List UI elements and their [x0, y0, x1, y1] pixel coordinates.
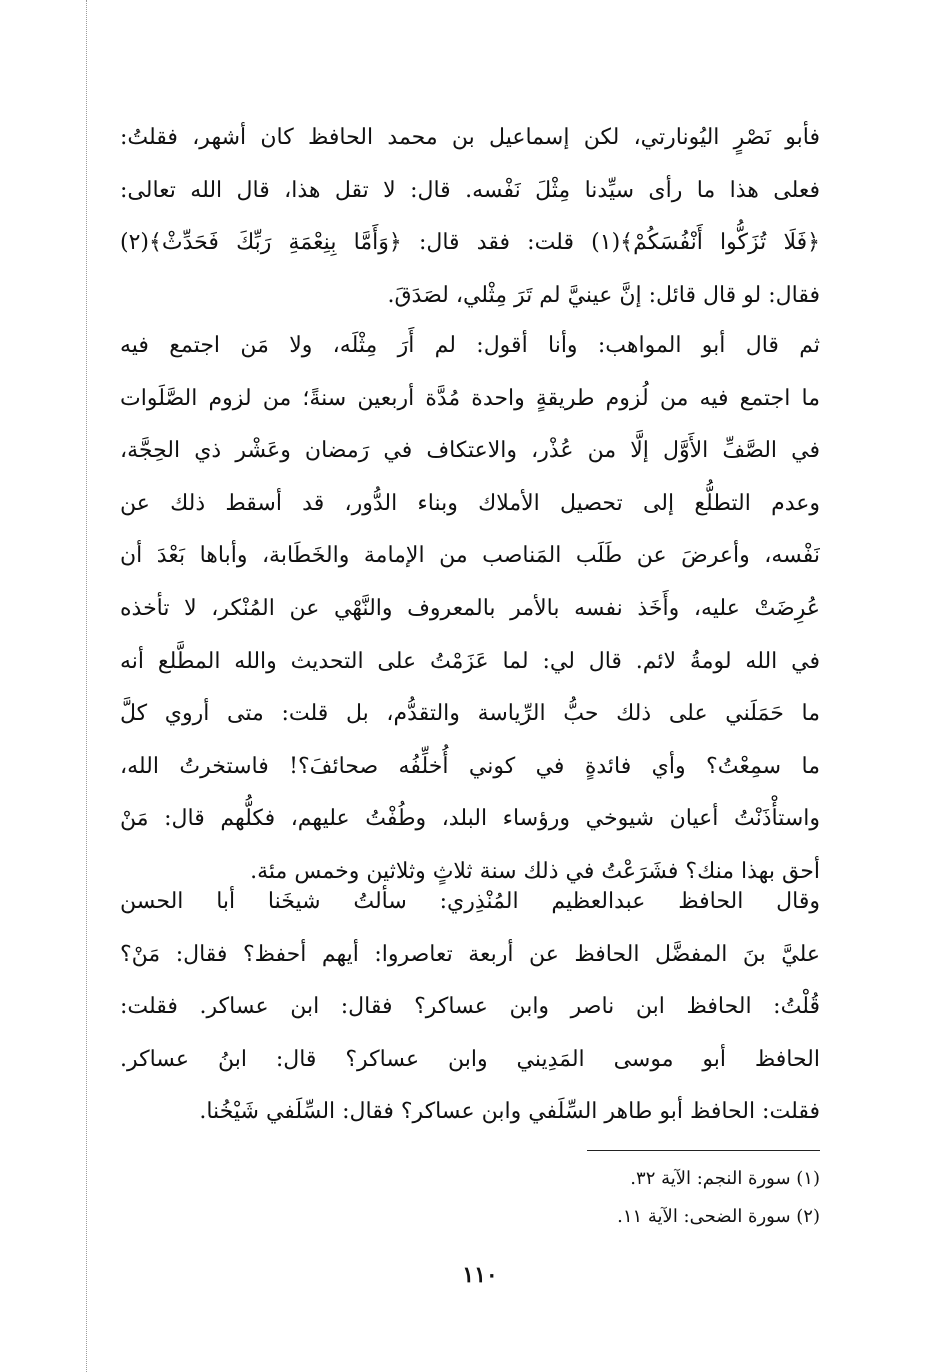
text-line: عليَّ بنَ المفضَّل الحافظ عن أربعة تعاصروا: أيهم أحفظ؟ فقال: مَنْ؟ — [120, 941, 820, 967]
text-line: فأبو نَصْرٍ اليُونارتي، لكن إسماعيل بن محمد الحافظ كان أشهر، فقلتُ: — [120, 125, 820, 150]
paragraph-1 — [120, 112, 820, 322]
text-line: ما حَمَلَني على ذلك حبُّ الرِّياسة والتقدُّم، بل قلت: متى أروي كلَّ — [120, 701, 820, 727]
text-line: في الله لومةُ لائم. قال لي: لما عَزَمْتُ على التحديث والله المطَّلع أنه — [120, 648, 820, 674]
text-line: ثم قال أبو المواهب: وأنا أقول: لم أَرَ مِثْلَه، ولا مَن اجتمع فيه — [120, 333, 820, 358]
text-line: وقال الحافظ عبدالعظيم المُنْذِري: سألتُ شيخَنا أبا الحسن — [120, 889, 820, 914]
paragraph-2 — [120, 320, 820, 899]
footnote-separator — [587, 1150, 820, 1151]
text-line: وعدم التطلُّع إلى تحصيل الأملاك وبناء الدُّور، قد أسقط ذلك عن — [120, 490, 820, 516]
text-line: فعلى هذا ما رأى سيِّدنا مِثْلَ نَفْسه. قال: لا تقل هذا، قال الله تعالى: — [120, 177, 820, 203]
footnote-1: (١) سورة النجم: الآية ٣٢. — [630, 1168, 820, 1189]
margin-dotted-line — [86, 0, 87, 1372]
text-line: واستأْذَنْتُ أعيان شيوخي ورؤساء البلد، وطُفْتُ عليهم، فكلُّهم قال: مَنْ — [120, 806, 820, 832]
footnote-2: (٢) سورة الضحى: الآية ١١. — [617, 1206, 820, 1227]
text-line: فقال: لو قال قائل: إنَّ عينيَّ لم تَرَ مِثْلي، لصَدَقَ. — [387, 282, 820, 308]
paragraph-3 — [120, 876, 820, 1139]
text-line: أحق بهذا منك؟ فشَرَعْتُ في ذلك سنة ثلاثٍ وثلاثين وخمس مئة. — [250, 858, 820, 884]
text-line: في الصَّفِّ الأَوَّل إلَّا من عُذْر، والاعتكاف في رَمضان وعَشْر ذي الحِجَّة، — [120, 438, 820, 464]
text-line: ما اجتمع فيه من لُزوم طريقةٍ واحدة مُدَّة أربعين سنةً؛ من لزوم الصَّلَوات — [120, 385, 820, 411]
footnotes — [420, 1160, 820, 1236]
text-line: عُرِضَتْ عليه، وأَخَذ نفسه بالأمر بالمعروف والنَّهْي عن المُنْكر، لا تأخذه — [120, 595, 820, 621]
text-line: ما سمِعْتُ؟ وأي فائدةٍ في كوني أُخلِّفُه صحائفَ؟! فاستخرتُ الله، — [120, 753, 820, 779]
text-line: الحافظ أبو موسى المَدِيني وابن عساكر؟ قال: ابنُ عساكر. — [120, 1046, 820, 1072]
text-line: قُلْتُ: الحافظ ابن ناصر وابن عساكر؟ فقال: ابن عساكر. فقلت: — [120, 994, 820, 1020]
text-line: ﴿فَلَا تُزَكُّوا أَنْفُسَكُمْ﴾(١) قلت: فقد قال: ﴿وَأَمَّا بِنِعْمَةِ رَبِّكَ فَحَدِّثْ﴾(٢) — [120, 230, 820, 256]
page-number: ١١٠ — [462, 1262, 498, 1288]
text-line: نَفْسه، وأعرضَ عن طَلَب المَناصب من الإمامة والخَطَابة، وأباها بَعْدَ أن — [120, 543, 820, 569]
text-line: فقلت: الحافظ أبو طاهر السِّلَفي وابن عساكر؟ فقال: السِّلَفي شَيْخُنا. — [199, 1099, 820, 1125]
